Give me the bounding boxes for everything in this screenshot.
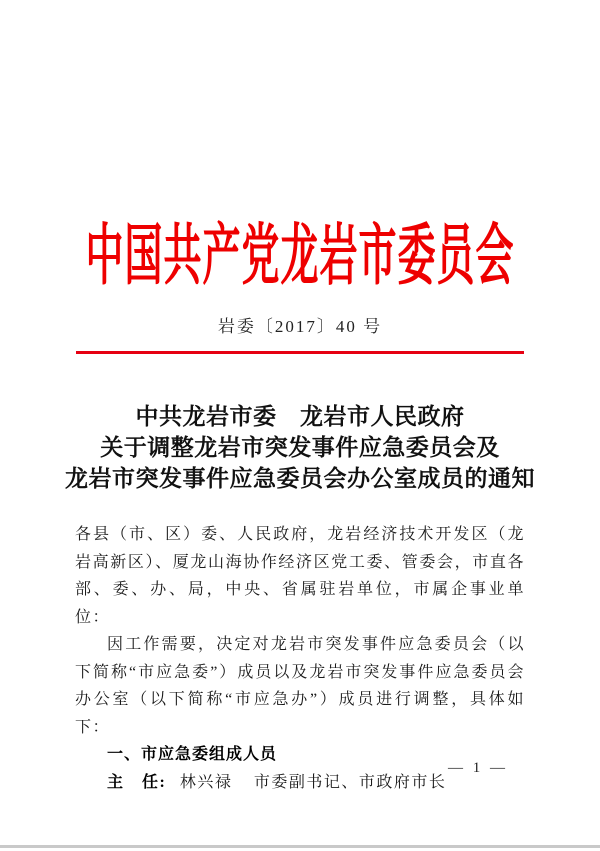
doc-title-line-3: 龙岩市突发事件应急委员会办公室成员的通知 [65,466,535,491]
document-body [75,521,525,796]
recipients-paragraph: 各县（市、区）委、人民政府，龙岩经济技术开发区（龙岩高新区）、厦龙山海协作经济区党工委、管委会，市直各部、委、办、局，中央、省属驻岩单位，市属企事业单位： [75,526,525,626]
role-name: 林兴禄 [179,773,233,791]
page-bottom-edge [0,845,600,848]
red-divider-rule [76,351,524,354]
doc-title [0,401,600,494]
page-number: — 1 — [448,760,508,776]
org-header-title: 中国共产党龙岩市委员会 [85,220,515,294]
section-heading: 一、市应急委组成人员 [107,746,278,763]
doc-number: 岩委〔2017〕40 号 [217,317,383,336]
intro-paragraph: 因工作需要，决定对龙岩市突发事件应急委员会（以下简称“市应急委”）成员以及龙岩市突发事件应急委员会办公室（以下简称“市应急办”）成员进行调整，具体如下： [75,636,525,736]
doc-title-line-2: 关于调整龙岩市突发事件应急委员会及 [100,435,500,460]
role-title: 市委副书记、市政府市长 [253,773,447,791]
role-label: 主 任: [107,773,167,791]
doc-title-line-1: 中共龙岩市委 龙岩市人民政府 [135,404,465,429]
